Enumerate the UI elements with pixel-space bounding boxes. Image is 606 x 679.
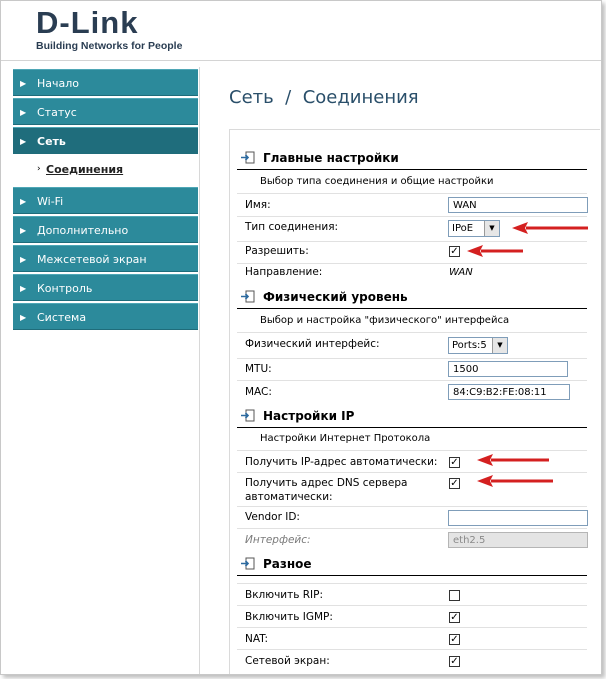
sidebar-item-label: Дополнительно	[37, 224, 129, 237]
red-arrow-icon	[475, 473, 555, 489]
enable-label: Разрешить:	[245, 245, 309, 257]
arrow-into-box-icon	[241, 290, 255, 303]
row-divider	[237, 450, 587, 451]
sidebar-item-label: Контроль	[37, 282, 93, 295]
bullet-icon: ›	[37, 164, 41, 174]
nat-checkbox[interactable]: ✓	[450, 634, 459, 645]
section-description: Настройки Интернет Протокола	[260, 433, 431, 444]
section-misc	[241, 557, 312, 571]
sidebar-item-system[interactable]	[13, 303, 198, 330]
sidebar-item-control[interactable]	[13, 274, 198, 301]
row-divider	[237, 583, 587, 584]
triangle-right-icon: ▶	[20, 137, 27, 146]
mac-label: MAC:	[245, 386, 272, 398]
dropdown-arrow-icon: ▼	[492, 338, 507, 353]
firewall-label: Сетевой экран:	[245, 655, 330, 667]
section-main-settings	[241, 151, 399, 165]
connection-type-label: Тип соединения:	[245, 221, 339, 233]
name-label: Имя:	[245, 199, 271, 211]
sidebar-subitem-label: Соединения	[46, 163, 124, 176]
physical-interface-label: Физический интерфейс:	[245, 338, 380, 350]
row-divider	[237, 380, 587, 381]
row-divider	[237, 263, 587, 264]
sidebar-item-label: Статус	[37, 106, 77, 119]
auto-dns-checkbox[interactable]: ✓	[450, 478, 459, 489]
firewall-checkbox[interactable]: ✓	[450, 656, 459, 667]
name-field[interactable]: WAN	[448, 197, 588, 213]
arrow-into-box-icon	[241, 557, 255, 570]
triangle-right-icon: ▶	[20, 313, 27, 322]
interface-label: Интерфейс:	[245, 534, 311, 546]
triangle-right-icon: ▶	[20, 284, 27, 293]
triangle-right-icon: ▶	[20, 255, 27, 264]
logo-wordmark: D-Link	[36, 5, 139, 40]
direction-value: WAN	[449, 267, 473, 278]
igmp-label: Включить IGMP:	[245, 611, 333, 623]
vendor-id-label: Vendor ID:	[245, 511, 300, 523]
page-title: Сеть / Соединения	[229, 87, 419, 108]
header-divider	[1, 60, 601, 61]
auto-ip-label: Получить IP-адрес автоматически:	[245, 456, 438, 468]
row-divider	[237, 358, 587, 359]
row-divider	[237, 241, 587, 242]
section-divider	[237, 427, 587, 428]
rip-checkbox[interactable]	[449, 590, 460, 601]
arrow-into-box-icon	[241, 151, 255, 164]
sidebar-subitem-connections[interactable]	[13, 156, 198, 183]
physical-interface-value: Ports:5	[452, 340, 487, 351]
logo-tagline: Building Networks for People	[36, 40, 183, 52]
auto-dns-label-line1: Получить адрес DNS сервера	[245, 477, 408, 489]
igmp-checkbox[interactable]: ✓	[450, 612, 459, 623]
triangle-right-icon: ▶	[20, 108, 27, 117]
section-title: Настройки IP	[263, 409, 355, 423]
dlink-logo[interactable]	[36, 7, 182, 52]
mac-field[interactable]: 84:C9:B2:FE:08:11	[448, 384, 570, 400]
red-arrow-icon	[465, 243, 525, 259]
sidebar-item-home[interactable]	[13, 69, 198, 96]
row-divider	[237, 332, 587, 333]
sidebar-item-wifi[interactable]	[13, 187, 198, 214]
section-description: Выбор и настройка "физического" интерфейса	[260, 315, 510, 326]
row-divider	[237, 605, 587, 606]
nat-label: NAT:	[245, 633, 269, 645]
triangle-right-icon: ▶	[20, 226, 27, 235]
row-divider	[237, 193, 587, 194]
section-description: Выбор типа соединения и общие настройки	[260, 176, 494, 187]
auto-dns-label-line2: автоматически:	[245, 491, 333, 503]
interface-field: eth2.5	[448, 532, 588, 548]
sidebar-item-label: Wi-Fi	[37, 195, 64, 208]
triangle-right-icon: ▶	[20, 197, 27, 206]
section-divider	[237, 575, 587, 576]
row-divider	[237, 627, 587, 628]
sidebar-item-firewall[interactable]	[13, 245, 198, 272]
mtu-label: MTU:	[245, 363, 272, 375]
row-divider	[237, 649, 587, 650]
row-divider	[237, 528, 587, 529]
arrow-into-box-icon	[241, 409, 255, 422]
triangle-right-icon: ▶	[20, 79, 27, 88]
section-physical-level	[241, 290, 408, 304]
section-title: Разное	[263, 557, 312, 571]
red-arrow-icon	[510, 220, 590, 236]
physical-interface-select[interactable]	[448, 337, 508, 354]
section-divider	[237, 308, 587, 309]
rip-label: Включить RIP:	[245, 589, 324, 601]
sidebar-item-label: Система	[37, 311, 87, 324]
red-arrow-icon	[475, 452, 551, 468]
sidebar-item-label: Сеть	[37, 135, 66, 148]
row-divider	[237, 216, 587, 217]
sidebar-item-network[interactable]	[13, 127, 198, 154]
section-title: Главные настройки	[263, 151, 399, 165]
sidebar-item-label: Начало	[37, 77, 80, 90]
vendor-id-field[interactable]	[448, 510, 588, 526]
section-ip-settings	[241, 409, 354, 423]
sidebar-item-advanced[interactable]	[13, 216, 198, 243]
sidebar-item-status[interactable]	[13, 98, 198, 125]
auto-ip-checkbox[interactable]: ✓	[450, 457, 459, 468]
dropdown-arrow-icon: ▼	[484, 221, 499, 236]
enable-checkbox[interactable]: ✓	[450, 246, 459, 257]
mtu-field[interactable]: 1500	[448, 361, 568, 377]
direction-label: Направление:	[245, 266, 323, 278]
connection-type-value: IPoE	[452, 223, 474, 234]
row-divider	[237, 506, 587, 507]
section-title: Физический уровень	[263, 290, 408, 304]
connection-type-select[interactable]	[448, 220, 500, 237]
section-divider	[237, 169, 587, 170]
sidebar-item-label: Межсетевой экран	[37, 253, 147, 266]
